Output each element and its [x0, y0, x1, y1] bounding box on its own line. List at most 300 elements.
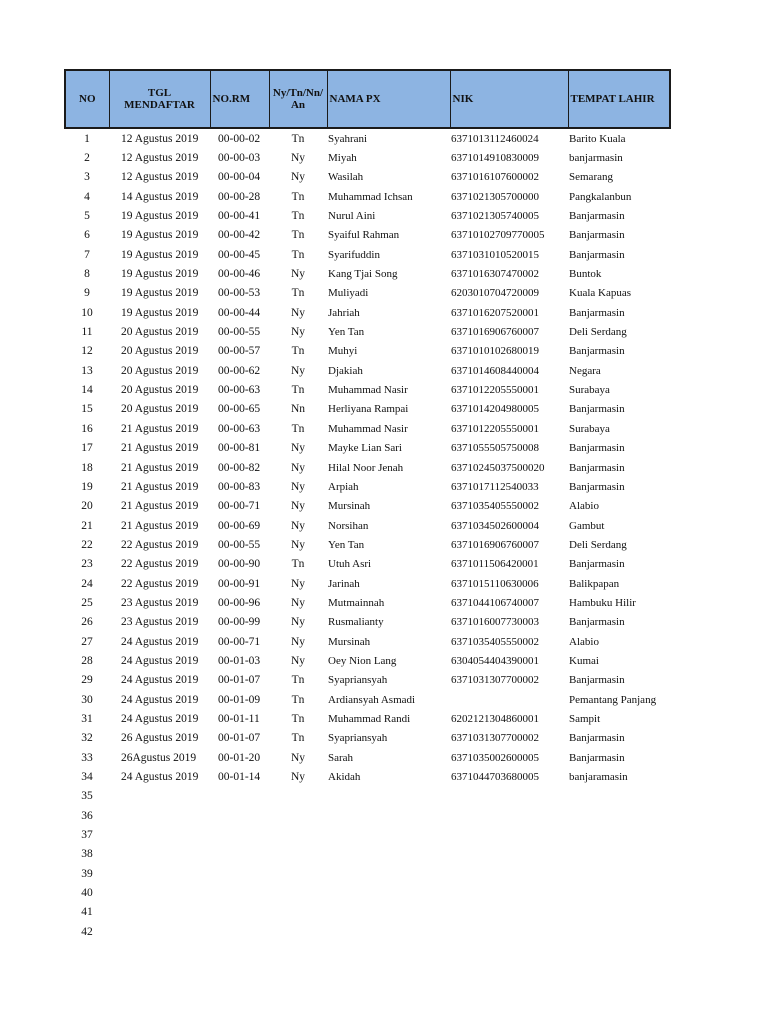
patient-nik: 6371010270977000​5	[451, 229, 545, 242]
birthplace: Deli Serdang	[569, 538, 627, 551]
table-row	[65, 632, 670, 651]
registration-date: 24 Agustus 2019	[121, 654, 199, 667]
header-title: Ny/Tn/Nn/ An	[269, 70, 327, 128]
birthplace	[568, 787, 670, 806]
birthplace	[568, 806, 670, 825]
patient-title: Ny	[290, 442, 306, 455]
patient-name: Muhammad Nasir	[328, 422, 408, 435]
medical-record-number: 00-00-91	[218, 577, 261, 590]
patient-nik: 6371017112540033	[451, 480, 539, 493]
medical-record-number: 00-00-45	[218, 248, 261, 261]
row-number: 38	[81, 848, 93, 861]
patient-nik: 6371015110630006	[451, 577, 539, 590]
patient-nik: 6371035405550002	[451, 500, 539, 513]
birthplace: Pemantang Panjang	[569, 693, 657, 706]
patient-nik: 6371013112460024	[451, 132, 539, 145]
patient-nik: 6371012205550001	[451, 384, 539, 397]
patient-nik: 6371016107600002	[451, 171, 539, 184]
registration-date: 20 Agustus 2019	[121, 403, 199, 416]
row-number: 22	[81, 538, 93, 551]
patient-name: Kang Tjai Song	[328, 268, 398, 281]
birthplace: Alabio	[569, 635, 599, 648]
row-number: 20	[81, 500, 93, 513]
table-row	[65, 787, 670, 806]
birthplace: Banjarmasin	[569, 403, 625, 416]
table-row	[65, 264, 670, 283]
birthplace: Hambuku Hilir	[569, 596, 636, 609]
registration-date: 21 Agustus 2019	[121, 519, 199, 532]
registration-date	[109, 845, 210, 864]
registration-date: 26Agustus 2019	[121, 751, 197, 764]
birthplace: Sampit	[569, 712, 601, 725]
table-row	[65, 168, 670, 187]
medical-record-number	[210, 787, 269, 806]
patient-title: Tn	[291, 384, 305, 397]
header-tempat-lahir: TEMPAT LAHIR	[568, 70, 670, 128]
row-number: 21	[81, 519, 93, 532]
patient-title: Ny	[290, 538, 306, 551]
registration-date: 19 Agustus 2019	[121, 248, 199, 261]
medical-record-number: 00-00-62	[218, 364, 261, 377]
medical-record-number: 00-00-71	[218, 500, 261, 513]
patient-nik: 6371031010520015	[451, 248, 539, 261]
birthplace: Banjarmasin	[569, 558, 625, 571]
registration-date: 20 Agustus 2019	[121, 326, 199, 339]
medical-record-number	[210, 845, 269, 864]
patient-name: Arpiah	[328, 480, 359, 493]
medical-record-number: 00-00-04	[218, 171, 261, 184]
birthplace: Banjarmasin	[569, 616, 625, 629]
patient-title: Tn	[291, 132, 305, 145]
patient-name	[327, 864, 450, 883]
medical-record-number: 00-00-42	[218, 229, 261, 242]
patient-nik: 6371016906760007	[451, 326, 539, 339]
table-row	[65, 709, 670, 728]
patient-title: Tn	[291, 248, 305, 261]
medical-record-number	[210, 903, 269, 922]
row-number: 31	[81, 712, 93, 725]
patient-title: Tn	[291, 732, 305, 745]
row-number: 13	[81, 364, 93, 377]
patient-name: Akidah	[328, 771, 361, 784]
registration-date: 26 Agustus 2019	[121, 732, 199, 745]
birthplace: Surabaya	[569, 384, 610, 397]
registration-date	[109, 806, 210, 825]
table-row	[65, 458, 670, 477]
patient-title	[269, 903, 327, 922]
patient-name: Syarifuddin	[328, 248, 380, 261]
header-no-rm: NO.RM	[210, 70, 269, 128]
birthplace	[568, 883, 670, 902]
medical-record-number: 00-00-28	[218, 190, 261, 203]
birthplace: Surabaya	[569, 422, 610, 435]
patient-nik: 6371055505750008	[451, 442, 539, 455]
patient-title: Tn	[291, 190, 305, 203]
table-row	[65, 342, 670, 361]
registration-date: 19 Agustus 2019	[121, 210, 199, 223]
medical-record-number: 00-01-20	[218, 751, 261, 764]
patient-title: Ny	[290, 364, 306, 377]
patient-title: Ny	[290, 654, 306, 667]
row-number: 36	[81, 809, 93, 822]
registration-date: 19 Agustus 2019	[121, 229, 199, 242]
registration-date: 22 Agustus 2019	[121, 577, 199, 590]
row-number: 9	[84, 287, 90, 300]
patient-nik: 6371044106740007	[451, 596, 539, 609]
table-row	[65, 767, 670, 786]
patient-title: Tn	[291, 558, 305, 571]
medical-record-number: 00-01-09	[218, 693, 261, 706]
registration-date: 24 Agustus 2019	[121, 712, 199, 725]
patient-nik: 6371016906760007	[451, 538, 539, 551]
patient-nik: 6371016007730003	[451, 616, 539, 629]
patient-title: Ny	[290, 771, 306, 784]
patient-title: Tn	[291, 674, 305, 687]
row-number: 35	[81, 790, 93, 803]
birthplace: Banjarmasin	[569, 442, 625, 455]
patient-name: Norsihan	[328, 519, 369, 532]
patient-name: Syaiful Rahman	[328, 229, 400, 242]
patient-registration-table	[64, 69, 671, 941]
patient-nik	[450, 825, 568, 844]
table-row	[65, 148, 670, 167]
medical-record-number: 00-00-82	[218, 461, 261, 474]
patient-name	[327, 922, 450, 941]
medical-record-number	[210, 864, 269, 883]
patient-title: Tn	[291, 693, 305, 706]
table-header	[65, 70, 670, 128]
patient-title: Ny	[290, 480, 306, 493]
row-number: 37	[81, 829, 93, 842]
table-body	[65, 128, 670, 941]
medical-record-number: 00-00-02	[218, 132, 261, 145]
table-row	[65, 806, 670, 825]
table-row	[65, 555, 670, 574]
row-number: 24	[81, 577, 93, 590]
row-number: 12	[81, 345, 93, 358]
patient-name: Mayke Lian Sari	[328, 442, 402, 455]
row-number: 32	[81, 732, 93, 745]
medical-record-number: 00-00-63	[218, 384, 261, 397]
table-row	[65, 825, 670, 844]
patient-name	[327, 806, 450, 825]
patient-title: Ny	[290, 596, 306, 609]
patient-name: Muhammad Randi	[328, 712, 411, 725]
medical-record-number: 00-00-03	[218, 152, 261, 165]
table-row	[65, 748, 670, 767]
table-row	[65, 284, 670, 303]
birthplace: Banjarmasin	[569, 751, 625, 764]
registration-date: 19 Agustus 2019	[121, 268, 199, 281]
birthplace: Semarang	[569, 171, 613, 184]
patient-title: Ny	[290, 577, 306, 590]
patient-nik: 6371031307700002	[451, 674, 539, 687]
table-row	[65, 593, 670, 612]
registration-date: 24 Agustus 2019	[121, 771, 199, 784]
registration-date: 19 Agustus 2019	[121, 306, 199, 319]
medical-record-number: 00-00-44	[218, 306, 261, 319]
patient-name: Nurul Aini	[328, 210, 376, 223]
registration-date: 12 Agustus 2019	[121, 132, 199, 145]
birthplace: banjaramasin	[569, 771, 628, 784]
patient-nik	[450, 922, 568, 941]
header-nama-px: NAMA PX	[327, 70, 450, 128]
registration-date	[109, 903, 210, 922]
patient-name: Ardiansyah Asmadi	[328, 693, 416, 706]
patient-nik: 6371021305740005	[451, 210, 539, 223]
row-number: 1	[84, 132, 90, 145]
patient-title: Ny	[290, 751, 306, 764]
birthplace: Alabio	[569, 500, 599, 513]
row-number: 28	[81, 654, 93, 667]
patient-nik	[450, 787, 568, 806]
patient-name: Yen Tan	[328, 326, 365, 339]
birthplace: banjarmasin	[569, 152, 623, 165]
medical-record-number: 00-01-03	[218, 654, 261, 667]
medical-record-number: 00-00-99	[218, 616, 261, 629]
patient-name	[327, 903, 450, 922]
table-row	[65, 497, 670, 516]
patient-title: Ny	[290, 306, 306, 319]
table-row	[65, 187, 670, 206]
medical-record-number: 00-00-69	[218, 519, 261, 532]
patient-name: Jahriah	[328, 306, 360, 319]
table-row	[65, 922, 670, 941]
patient-nik	[450, 864, 568, 883]
registration-date: 20 Agustus 2019	[121, 345, 199, 358]
birthplace: Banjarmasin	[569, 229, 625, 242]
table-row	[65, 400, 670, 419]
patient-name: Wasilah	[328, 171, 364, 184]
table-row	[65, 245, 670, 264]
row-number: 2	[84, 152, 90, 165]
row-number: 8	[84, 268, 90, 281]
row-number: 11	[81, 326, 93, 339]
patient-nik: 6371021305700000	[451, 190, 539, 203]
patient-title: Ny	[290, 616, 306, 629]
table-row	[65, 439, 670, 458]
patient-nik: 63710245037500020	[451, 461, 545, 474]
medical-record-number: 00-00-63	[218, 422, 261, 435]
birthplace: Banjarmasin	[569, 480, 625, 493]
medical-record-number: 00-00-81	[218, 442, 261, 455]
birthplace: Banjarmasin	[569, 345, 625, 358]
patient-nik: 6371031307700002	[451, 732, 539, 745]
patient-name: Mursinah	[328, 635, 371, 648]
patient-name: Jarinah	[328, 577, 360, 590]
patient-nik: 6371016307470002	[451, 268, 539, 281]
patient-title: Ny	[290, 461, 306, 474]
patient-nik: 6202121304860001	[451, 712, 539, 725]
table-row	[65, 845, 670, 864]
table-row	[65, 690, 670, 709]
registration-date	[109, 922, 210, 941]
patient-title: Ny	[290, 268, 306, 281]
patient-title: Ny	[290, 519, 306, 532]
registration-date: 12 Agustus 2019	[121, 152, 199, 165]
table-row	[65, 613, 670, 632]
row-number: 29	[81, 674, 93, 687]
patient-title	[269, 806, 327, 825]
birthplace: Deli Serdang	[569, 326, 627, 339]
registration-date: 24 Agustus 2019	[121, 674, 199, 687]
patient-name	[327, 845, 450, 864]
table-row	[65, 516, 670, 535]
table-row	[65, 574, 670, 593]
row-number: 18	[81, 461, 93, 474]
birthplace	[568, 922, 670, 941]
row-number: 26	[81, 616, 93, 629]
patient-title: Ny	[290, 500, 306, 513]
row-number: 3	[84, 171, 90, 184]
patient-title	[269, 883, 327, 902]
registration-date: 20 Agustus 2019	[121, 384, 199, 397]
patient-nik: 6371035405550002	[451, 635, 539, 648]
table-row	[65, 651, 670, 670]
table-row	[65, 535, 670, 554]
patient-nik	[450, 845, 568, 864]
medical-record-number	[210, 922, 269, 941]
row-number: 10	[81, 306, 93, 319]
birthplace	[568, 864, 670, 883]
medical-record-number: 00-00-83	[218, 480, 261, 493]
birthplace: Banjarmasin	[569, 210, 625, 223]
patient-name: Rusmalianty	[328, 616, 384, 629]
medical-record-number: 00-00-55	[218, 326, 261, 339]
table-row	[65, 226, 670, 245]
table-row	[65, 671, 670, 690]
patient-nik: 6371014608440004	[451, 364, 539, 377]
medical-record-number: 00-00-65	[218, 403, 261, 416]
patient-name	[327, 787, 450, 806]
patient-name: Hilal Noor Jenah	[328, 461, 404, 474]
medical-record-number: 00-01-07	[218, 674, 261, 687]
medical-record-number: 00-00-71	[218, 635, 261, 648]
patient-nik	[450, 883, 568, 902]
patient-title: Tn	[291, 345, 305, 358]
patient-title: Ny	[290, 171, 306, 184]
patient-nik: 6304054404390001	[451, 654, 539, 667]
birthplace: Balikpapan	[569, 577, 620, 590]
patient-nik: 6371012205550001	[451, 422, 539, 435]
patient-nik: 6371044703680005	[451, 771, 539, 784]
medical-record-number: 00-00-53	[218, 287, 261, 300]
table-row	[65, 380, 670, 399]
medical-record-number: 00-00-96	[218, 596, 261, 609]
birthplace: Kuala Kapuas	[569, 287, 632, 300]
table-row	[65, 903, 670, 922]
birthplace: Kumai	[569, 654, 599, 667]
medical-record-number	[210, 883, 269, 902]
patient-name: Muhammad Nasir	[328, 384, 408, 397]
patient-nik: 6371035002600005	[451, 751, 539, 764]
birthplace: Negara	[569, 364, 601, 377]
birthplace: Banjarmasin	[569, 248, 625, 261]
patient-title	[269, 845, 327, 864]
row-number: 5	[84, 210, 90, 223]
patient-name	[327, 883, 450, 902]
table-row	[65, 729, 670, 748]
birthplace: Gambut	[569, 519, 605, 532]
patient-name: Miyah	[328, 152, 357, 165]
registration-date: 21 Agustus 2019	[121, 480, 199, 493]
patient-nik	[450, 806, 568, 825]
medical-record-number: 00-00-46	[218, 268, 261, 281]
patient-name: Mutmainnah	[328, 596, 385, 609]
header-nik: NIK	[450, 70, 568, 128]
table-row	[65, 303, 670, 322]
patient-nik: 6371014910830009	[451, 152, 539, 165]
patient-nik: 6371016207520001	[451, 306, 539, 319]
patient-nik: 6371034502600004	[451, 519, 539, 532]
table-row	[65, 477, 670, 496]
patient-name: Muhammad Ichsan	[328, 190, 413, 203]
table-row	[65, 883, 670, 902]
registration-date: 21 Agustus 2019	[121, 461, 199, 474]
birthplace: Banjarmasin	[569, 674, 625, 687]
row-number: 17	[81, 442, 93, 455]
patient-nik: 6371010102680019	[451, 345, 539, 358]
patient-title: Ny	[290, 635, 306, 648]
registration-date: 20 Agustus 2019	[121, 364, 199, 377]
row-number: 40	[81, 887, 93, 900]
patient-name: Sarah	[328, 751, 354, 764]
registration-date: 24 Agustus 2019	[121, 693, 199, 706]
patient-name: Mursinah	[328, 500, 371, 513]
table-row	[65, 361, 670, 380]
row-number: 34	[81, 771, 93, 784]
birthplace	[568, 903, 670, 922]
registration-date: 23 Agustus 2019	[121, 596, 199, 609]
patient-title: Tn	[291, 712, 305, 725]
registration-date: 21 Agustus 2019	[121, 500, 199, 513]
table-row	[65, 419, 670, 438]
row-number: 42	[81, 925, 93, 938]
row-number: 7	[84, 248, 90, 261]
patient-name: Muhyi	[328, 345, 358, 358]
row-number: 15	[81, 403, 93, 416]
patient-name: Djakiah	[328, 364, 363, 377]
medical-record-number: 00-01-14	[218, 771, 261, 784]
birthplace: Buntok	[569, 268, 602, 281]
patient-name: Oey Nion Lang	[328, 654, 397, 667]
row-number: 4	[84, 190, 90, 203]
birthplace	[568, 845, 670, 864]
patient-title	[269, 787, 327, 806]
patient-title: Ny	[290, 152, 306, 165]
registration-date: 24 Agustus 2019	[121, 635, 199, 648]
patient-name: Utuh Asri	[328, 558, 372, 571]
patient-nik: 6371011506420001	[451, 558, 539, 571]
patient-name: Syapriansyah	[328, 674, 388, 687]
patient-name: Syapriansyah	[328, 732, 388, 745]
row-number: 39	[81, 867, 93, 880]
row-number: 25	[81, 596, 93, 609]
medical-record-number: 00-01-11	[218, 712, 260, 725]
row-number: 33	[81, 751, 93, 764]
patient-title	[269, 922, 327, 941]
medical-record-number: 00-00-55	[218, 538, 261, 551]
patient-nik	[450, 903, 568, 922]
table-row	[65, 206, 670, 225]
registration-date	[109, 825, 210, 844]
registration-date: 21 Agustus 2019	[121, 422, 199, 435]
medical-record-number: 00-01-07	[218, 732, 261, 745]
registration-date: 19 Agustus 2019	[121, 287, 199, 300]
table-row	[65, 128, 670, 148]
patient-nik: 6203010704720009	[451, 287, 539, 300]
patient-nik: 6371014204980005	[451, 403, 539, 416]
